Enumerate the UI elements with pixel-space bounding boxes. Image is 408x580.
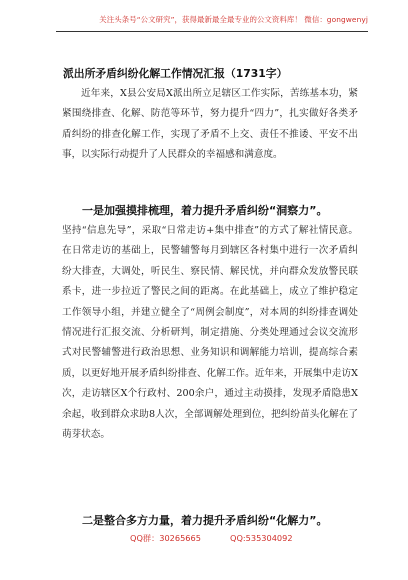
paragraph-intro: 近年来，X县公安局X派出所立足辖区工作实际，苦练基本功，紧紧围绕排查、化解、防范等环节，努力提升“四力”，扎实做好各类矛盾纠纷的排查化解工作，实现了矛盾不上交、责任不推诿、平安不出事，以实际行动提升了人民群众的幸福感和满意度。 — [62, 88, 358, 161]
header-promo-text: 关注头条号“公文研究”，获得最新最全最专业的公文资料库！ 微信：gongwenyj — [99, 15, 368, 24]
page-footer — [0, 533, 408, 545]
section-heading-1: 一是加强摸排梳理，着力提升矛盾纠纷“洞察力”。 — [82, 204, 328, 217]
footer-qq-group: QQ群：30265665 — [130, 533, 201, 543]
footer-qq: QQ:535304092 — [230, 533, 293, 543]
paragraph-section-1: 坚持“信息先导”，采取“日常走访+集中排查”的方式了解社情民意。在日常走访的基础上，民警辅警每月到辖区各村集中进行一次矛盾纠纷大排查，大调处，听民生、察民情、解民忧，并向群众发放警民联系卡，进一步拉近了警民之间的距离。在此基础上，成立了维护稳定工作领导小组，并建立健全了“周例会制度”，对本周的纠纷排查调处情况进行汇报交流、分析研判，制定措施、分类处理通过会议交流形式对民警辅警进行政治思想、业务知识和调解能力培训，提高综合素质，以更好地开展矛盾纠纷排查、化解工作。近年来，开展集中走访X次，走访辖区X个行政村、200余户，通过主动摸排，发现矛盾隐患X余起，收到群众求助8人次，全部调解处理到位，把纠纷苗头化解在了萌芽状态。 — [62, 225, 358, 441]
document-title: 派出所矛盾纠纷化解工作情况汇报（1731字） — [63, 67, 288, 80]
header-rule — [56, 31, 368, 32]
page-header — [0, 14, 408, 34]
section-heading-2: 二是整合多方力量，着力提升矛盾纠纷“化解力”。 — [82, 514, 328, 527]
